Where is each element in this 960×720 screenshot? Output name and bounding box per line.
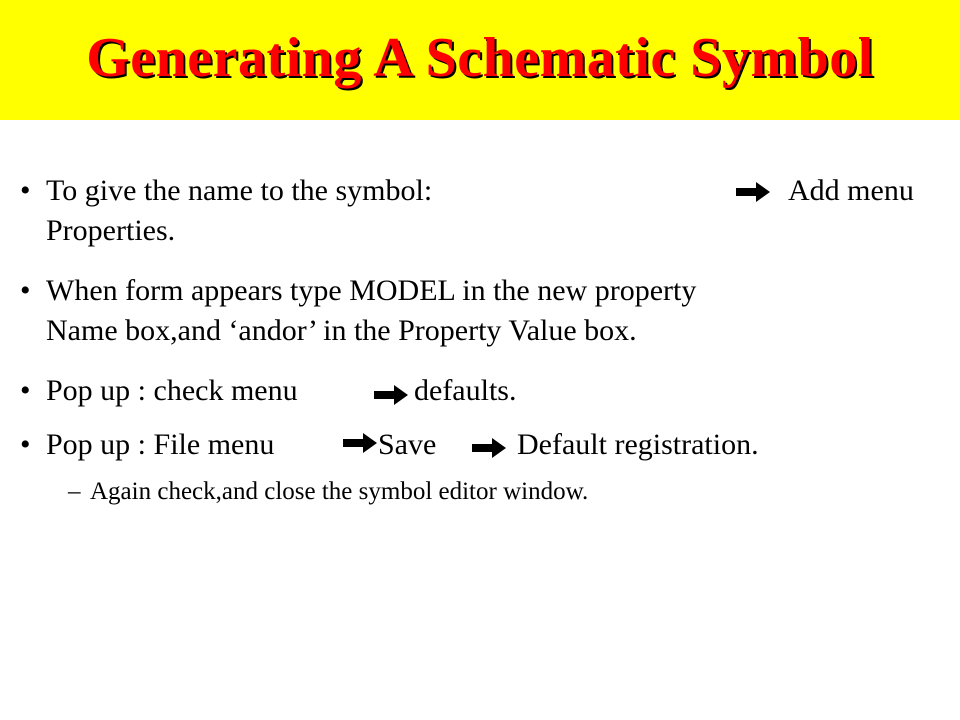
right-arrow-icon — [472, 438, 506, 458]
bullet-marker: • — [20, 374, 31, 407]
right-arrow-icon — [374, 385, 408, 405]
bullet-1-add-menu: Add menu — [788, 174, 914, 207]
bullet-4-text-start: Pop up : File menu — [46, 428, 275, 461]
bullet-2-line-1: When form appears type MODEL in the new property — [46, 274, 697, 307]
bullet-4-save: Save — [378, 428, 437, 461]
right-arrow-icon — [343, 433, 377, 453]
bullet-1-properties: Properties. — [46, 214, 176, 247]
bullet-marker: • — [20, 428, 31, 461]
bullet-marker: • — [20, 274, 31, 307]
sub-bullet-marker: – — [68, 478, 81, 505]
bullet-1-text-start: To give the name to the symbol: — [46, 174, 433, 207]
bullet-marker: • — [20, 174, 31, 207]
bullet-3-text-start: Pop up : check menu — [46, 374, 298, 407]
right-arrow-icon — [736, 182, 770, 202]
slide-title: Generating A Schematic Symbol — [86, 27, 874, 89]
bullet-4-default-registration: Default registration. — [517, 428, 759, 461]
bullet-3-defaults: defaults. — [414, 374, 517, 407]
sub-bullet-text: Again check,and close the symbol editor window. — [90, 478, 589, 505]
bullet-2-line-2: Name box,and ‘andor’ in the Property Value box. — [46, 314, 637, 347]
